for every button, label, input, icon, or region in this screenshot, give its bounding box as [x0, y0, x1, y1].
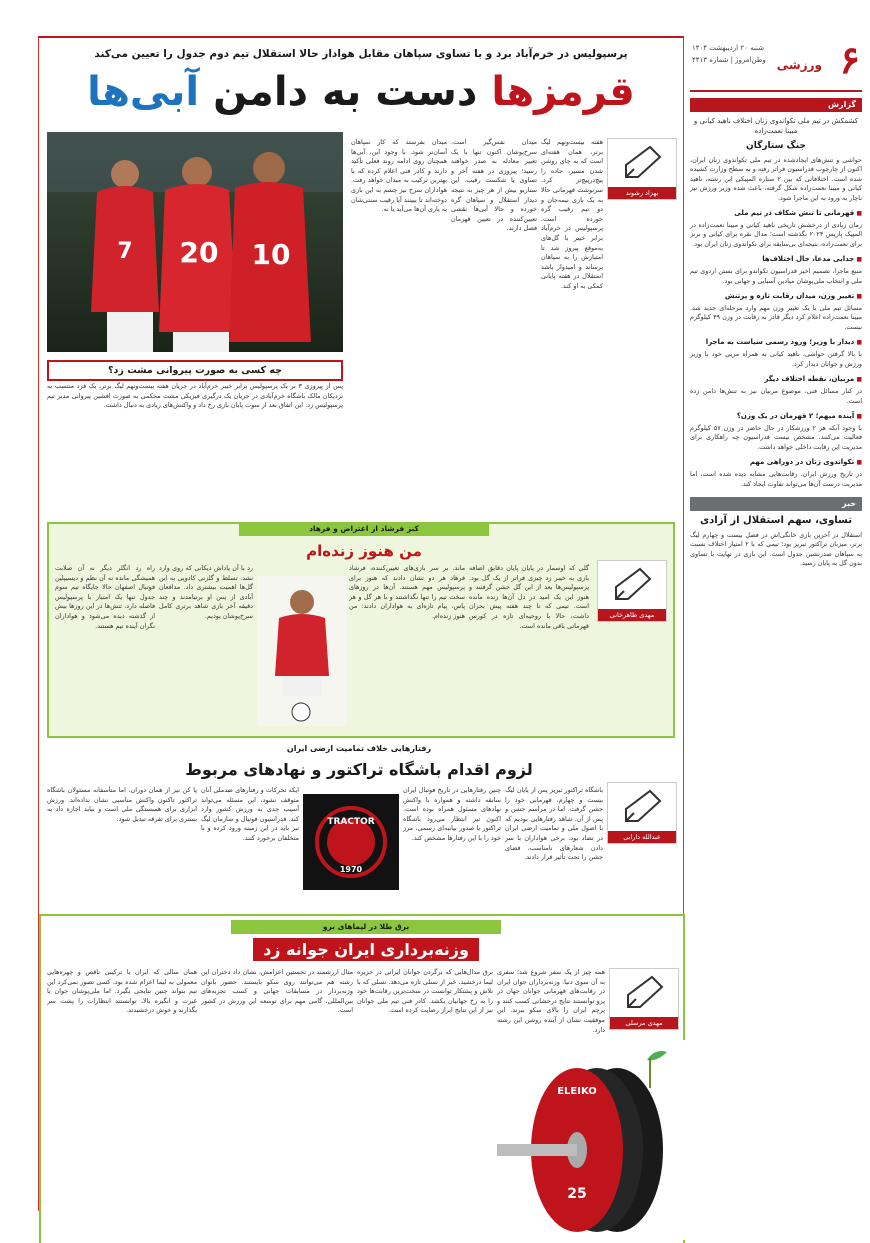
lead-body-right: هفته بیست‌ونهم لیگ برتر، همان هفته‌ای است که به جای روشن شدن مسیر، جاده را پیچ‌درپیچ‌تر کرد. سرنوشت قهرمانی حالا به یک بازی نیمه‌جان و دو تیم رقیب گره خورده است. پرسپولیس در خرم‌آباد برابر خیبر با گل‌های به‌موقع پیروز شد تا امتیازش را به سپاهان برساند و امیدوار باشد استقلال در هفته پایانی کمکی به او کند. [541, 138, 603, 290]
report-tag: گزارش [690, 98, 862, 112]
weightlifting-box [39, 914, 685, 1243]
weightlifting-title [191, 940, 541, 959]
bullet-heading: ■ قهرمانی تا تنش شکاف در تیم ملی [690, 208, 862, 219]
sidebar-column [690, 36, 862, 1206]
bullet-text: زمان زیادی از درخشش تاریخی ناهید کیانی و مبینا نعمت‌زاده در المپیک پاریس ۲۰۲۴ نگذشته است؛ مدال نقره برای کیانی و برنز برای نعمت‌زاده، نتیجه‌ای بی‌سابقه برای تکواندوی زنان ایران بود. [690, 221, 862, 248]
weightlifting-kicker: برق طلا در لیماهای برو [231, 920, 501, 934]
weightlifting-body-1: همه چیز از یک سفر شروع شد؛ سفری به آن سوی دنیا. وزنه‌برداران جوان ایران در رقابت‌های قهرمانی جوانان جهان در پرو توانستند نتایج درخشانی کسب کنند و پرچم ایران را بالای سکو ببرند. این موفقیت نشان از آینده روشن این رشته دارد. [497, 968, 605, 1034]
jersey-number: 7 [117, 239, 133, 264]
caption-headline: چه کسی به صورت پیروانی مشت زد؟ [47, 360, 343, 381]
plate-number: 25 [567, 1186, 587, 1202]
report-bullets [690, 208, 862, 491]
tractor-body-2: چنین رفتارهایی در تاریخ فوتبال ایران سابقه داشته و همواره با واکنش نهادهای مسئول همراه بوده است. اکنون نیز انتظار می‌رود باشگاه تراکتور با صدور بیانیه‌ای رسمی، مرز خود را با این رفتارها مشخص کند. [403, 786, 501, 842]
pen-icon [620, 143, 664, 179]
issue-number: وطن‌امروز | شماره ۴۴۱۳ [692, 56, 766, 64]
masthead [690, 36, 862, 92]
bullet-text: در تاریخ ورزش ایران، رقابت‌هایی مشابه دیده شده است، اما مدیریت درست آن‌ها می‌تواند تفاوت ایجاد کند. [690, 470, 862, 488]
opinion-body-3: رد با آن پاداش دیکانی که روی وارد نشد. تسلط و گلزنی کادوپی به این گل‌ها اهمیت بیشتری داد. مدافعان آبادی از پس او برنیامدند و چند دقیقه آخر بازی شاهد برتری کامل سرخ‌پوشان بودیم. [159, 564, 253, 620]
weightlifting-body-2: برق مدال‌هایی که برگردن جوانان ایرانی در جزیره لیما درخشید، خبر از نسلی تازه می‌دهد. نسلی که با تلاش و پشتکار توانست در سخت‌ترین رقابت‌ها خود را به رخ جهانیان بکشد. کادر فنی تیم ملی جوانان نیز از این نتایج ابراز رضایت کرده است. [357, 968, 493, 1015]
headline-black-words: دست به دامن [213, 69, 478, 115]
author-card [609, 968, 679, 1030]
opinion-label: کنز فرشاد از اعتراض و فرهاد [239, 522, 489, 536]
headline-blue-word: آبی‌ها [87, 69, 200, 115]
opinion-title: من هنوز زنده‌ام [306, 542, 422, 560]
page-number: ۶ [839, 37, 860, 82]
lead-headline [39, 64, 683, 120]
pen-icon [622, 973, 666, 1009]
bullet-text: با بالا گرفتن حواشی، ناهید کیانی به همراه مربی خود با وزیر ورزش و جوانان دیدار کرد. [690, 350, 862, 368]
weightlifting-title-text: وزنه‌برداری ایران جوانه زد [253, 938, 479, 961]
caption-body: پس از پیروزی ۳ بر یک پرسپولیس برابر خیبر خرم‌آباد در جریان هفته بیست‌ونهم لیگ برتر، یک فرد منتسب به نزدیکان مالک باشگاه خرم‌آبادی در جریان یک درگیری فیزیکی مشت محکمی به صورت افشین پیروانی مدیر تیم پرسپولیس زد. این اتفاق بعد از سوت پایان بازی رخ داد و واکنش‌های زیادی به دنبال داشت. [47, 382, 343, 410]
issue-date: شنبه ۲۰ اردیبهشت ۱۴۰۴ [692, 44, 764, 52]
jersey-number: 20 [179, 236, 219, 269]
tractor-title: لزوم اقدام باشگاه تراکتور و نهادهای مربوط [185, 760, 533, 779]
report-body: حواشی و تنش‌های ایجادشده در تیم ملی تکواندوی زنان ایران، اکنون از چارچوب فدراسیون فراتر رفته و به سطح وزارت کشیده شده است. اختلافاتی که بین ۲ ستاره المپیکی این رشته، ناهید کیانی و مبینا نعمت‌زاده شکل گرفته، باعث شده وزیر ورزش نیز ناچار به ورود به این ماجرا شود. [690, 156, 862, 202]
logo-year: 1970 [339, 865, 363, 874]
main-area [38, 36, 684, 1211]
logo-text: TRACTOR [327, 817, 375, 827]
author-card [607, 138, 677, 200]
author-name: مهدی طاهرخانی [598, 609, 666, 621]
news-body: استقلال در آخرین بازی خانگی‌اش در فصل بیست و چهارم لیگ برتر، میزبان تراکتور تبریز بود؛ تیمی که با ۲ امتیاز اختلاف نسبت به سپاهان صدرنشین جدول است. این بازی در نهایت با تساوی بدون گل به پایان رسید. [690, 530, 863, 568]
lead-kicker: پرسپولیس در خرم‌آباد برد و با تساوی سپاهان مقابل هوادار حالا استقلال تیم دوم جدول را تعیین می‌کند [94, 48, 628, 60]
bullet-text: با وجود آنکه هر ۲ ورزشکار در حال حاضر در وزن ۵۷ کیلوگرم فعالیت می‌کنند، مشخص نیست فدراسیون چه راهکاری برای مدیریت این رقابت داخلی خواهد داشت. [690, 423, 862, 451]
pen-icon [610, 565, 654, 601]
author-name: بهزاد رشوند [608, 187, 676, 199]
tractor-body-3: ایکه تحرکات و رفتارهای ضدملی آنان متوقف نشود، این مسئله می‌تواند آسیب جدی به ورزش کشور وارد کند. فدراسیون فوتبال و سازمان لیگ نیز باید در این زمینه ورود کرده و با متخلفان برخورد کنند. [201, 786, 299, 842]
report-title: جنگ ستارگان [746, 141, 806, 151]
section-name: ورزشی [776, 58, 822, 72]
barbell-plates-image [497, 1040, 687, 1240]
opinion-body-1: گلی که اوسمار در پایان پایان دقایق اضافه بازی به خیبر زد چیزی فراتر از یک گل بود. پرسپولیس‌ها بعد از این گل جشن گرفتند و هنوز این یک امید در دل آن‌ها زنده مانده است. تیمی که تا چند هفته پیش بحران داشت، حالا با روحیه‌ای تازه در کورس قهرمانی باقی مانده است. [469, 564, 589, 630]
weightlifting-body-4: همان سالی که ایران با ترکیبی ناقص و چهره‌هایی معمولی به لیما اعزام شده بود، کسی تصور نمی‌کرد این تیم بتواند چنین نتایجی بگیرد. اما ملی‌پوشان جوان با غیرت و انگیزه بالا، توانستند انتظارات را پشت سر بگذارند و خوش درخشیدند. [47, 968, 197, 1015]
jersey-number: 10 [251, 238, 291, 271]
tractor-kicker: رفتارهایی خلاف تمامیت ارضی ایران [286, 744, 432, 753]
bullet-text: در کنار مسائل فنی، موضوع مربیان نیز به تنش‌ها دامن زده است. [690, 387, 862, 405]
news-tag: خبر [690, 497, 862, 511]
author-card [597, 560, 667, 622]
bullet-heading: ■ مربیان، نقطه اختلاف دیگر [690, 374, 862, 385]
weightlifting-body-3: مثال ارزشمند در نخستین اعزامش، نشان داد دختران این رشته هم می‌توانند روی سکو بایستند. حضور بانوان وزنه‌بردار در مسابقات جهانی و کسب تجربه‌های بین‌المللی، گامی مهم برای توسعه این ورزش در کشور است. [201, 968, 353, 1015]
headline-red-word: قرمزها [491, 69, 635, 115]
tractor-body-4: پا کن نیز از همان دوران، اما متأسفانه مسئولان باشگاه تراکتور تاکنون واکنش مناسبی نشان نداده‌اند. ورزش ابزاری برای همبستگی ملی است و نباید اجازه داد به بستری برای تفرقه تبدیل شود. [47, 786, 197, 823]
bullet-heading: ■ دیدار با وزیر؛ ورود رسمی سیاست به ماجرا [690, 337, 862, 348]
opinion-body-4: راه رد انگلر دیگر نه آن صلابت همیشگی مانده نه آن نظم و دیسیپلین فوتبال اصفهان حالا جایگاه تیم سوم جدول تنها یک امتیاز با پرسپولیس فاصله دارد. تنش‌ها در این روزها بیش از گذشته دیده می‌شود و هواداران نگران آینده تیم هستند. [55, 564, 155, 630]
masthead-date-block [692, 42, 766, 66]
bullet-heading: ■ تغییر وزن، میدان رقابت تازه و پرتنش [690, 291, 862, 302]
players-illustration [47, 132, 343, 352]
lead-body-left: میدان بفرستد که کار سپاهان آسان‌تر شود. با وجود این، آبی‌ها همچنان روی ادامه روند فعلی تأکید دارند و کادر فنی اعلام کرده که با بهترین ترکیب به میدان خواهد رفت. هواداران سرخ نیز چشم به این بازی دوخته‌اند تا ببینند آیا رقیب سنتی‌شان به یاری آن‌ها می‌آید یا نه. [351, 138, 447, 214]
bullet-text: مسائل تیم ملی با یک تغییر وزن مهم وارد مرحله‌ای جدید شد. مبینا نعمت‌زاده اعلام کرد دیگر قادر به رقابت در وزن ۴۹ کیلوگرم نیست. [690, 304, 862, 331]
bullet-heading: ■ تکواندوی زنان در دوراهی مهم [690, 457, 862, 468]
player-photo [257, 576, 347, 726]
report-subtitle: کشمکش در تیم ملی تکواندوی زنان اختلاف ناهید کیانی و مبینا نعمت‌زاده [693, 117, 859, 135]
pen-icon [620, 787, 664, 823]
author-name: مهدی مرسلی [610, 1017, 678, 1029]
bullet-heading: ■ آینده مبهم؛ ۲ قهرمان در یک وزن؟ [690, 411, 862, 422]
author-card [607, 782, 677, 844]
news-title: تساوی، سهم استقلال از آزادی [700, 514, 852, 526]
tractor-body-1: باشگاه تراکتور تبریز پس از پایان لیگ بیست و چهارم، قهرمانی خود را جشن گرفت. اما در مراسم جشن و پس از آن، شاهد رفتارهایی بودیم که با اصول ملی و تمامیت ارضی ایران در تضاد بود. برخی هواداران با سر دادن شعارهای نامناسب، فضای جشن را تحت تأثیر قرار دادند. [505, 786, 603, 862]
plate-brand: ELEIKO [557, 1086, 597, 1097]
opinion-box [47, 522, 675, 738]
celebration-photo [47, 132, 343, 352]
author-name: عبدالله دارابی [608, 831, 676, 843]
bullet-heading: ■ جدایی مدعا، حال اختلاف‌ها [690, 254, 862, 265]
lead-body-middle: میدان نفس‌گیر است. سرخ‌پوشان اکنون تنها با یک تغییر معادله به صدر خواهند رسید؛ پیروزی در هفته آخر و تساوی یا شکست رقیب. این سناریو بیش از هر چیز به نتیجه دیدار استقلال و سپاهان گره خورده و حالا آبی‌ها نقشی تعیین‌کننده در تعیین قهرمان فصل دارند. [451, 138, 537, 233]
bullet-text: منبع ماجرا، تصمیم اخیر فدراسیون تکواندو برای بستن اردوی تیم ملی و انتخاب ملی‌پوشان میادین آسیایی و جهانی بود. [690, 267, 862, 285]
tractor-logo [303, 794, 399, 890]
opinion-body-2: ماند. بر سر بازی‌های تعیین‌کننده، فرشاد فرهاد هر دو نشان دادند که هنوز برای پرسپولیس مهم هستند. آن‌ها در روزهای سخت تیم را تنها نگذاشتند و با هر گل و هر پاس، پیام تازه‌ای به هواداران دادند: من هنوز زنده‌ام. [349, 564, 465, 620]
